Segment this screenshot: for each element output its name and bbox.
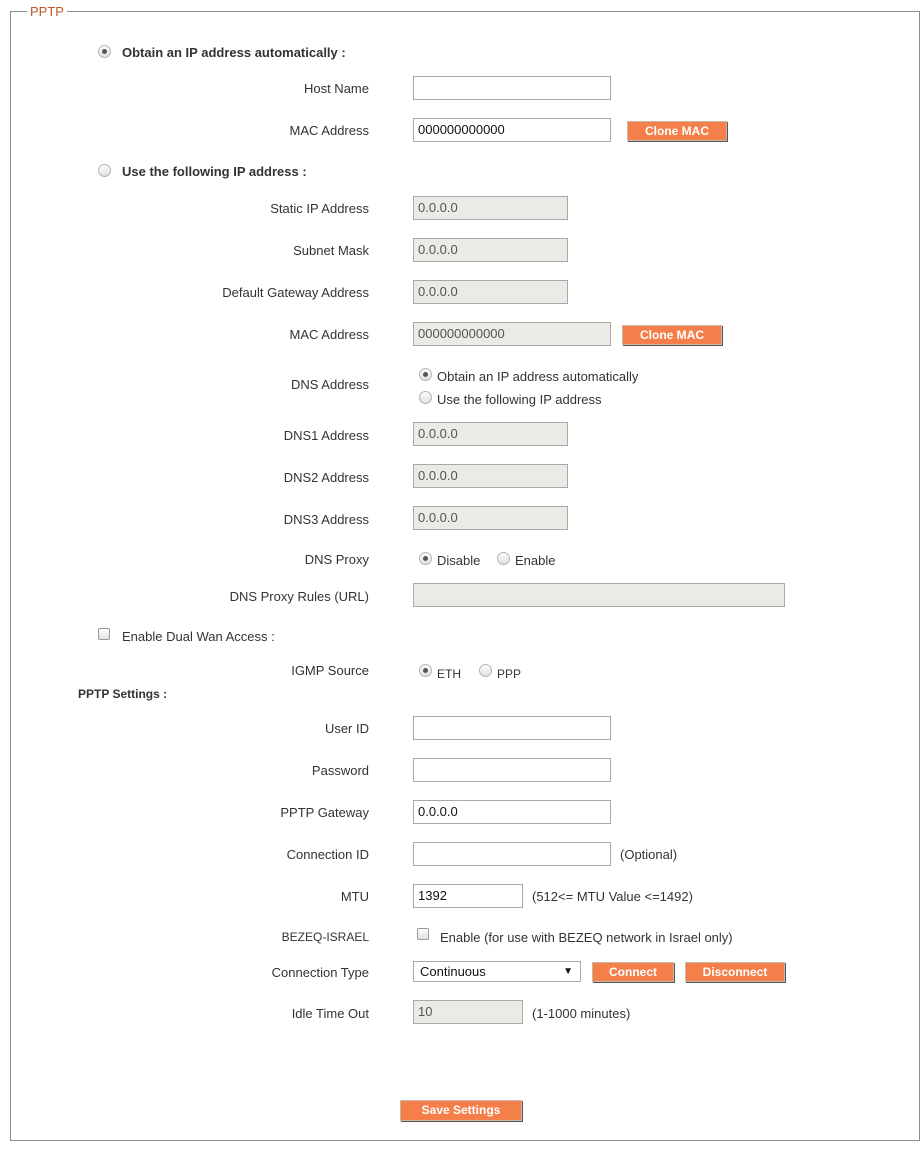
static-ip-address-input[interactable]: 0.0.0.0 <box>413 196 568 220</box>
pptp-settings-heading: PPTP Settings : <box>78 687 168 701</box>
dns-proxy-disable-radio[interactable] <box>419 552 432 565</box>
static-mac-label: MAC Address <box>289 327 369 342</box>
igmp-ppp-radio[interactable] <box>479 664 492 677</box>
mtu-label: MTU <box>340 889 369 904</box>
static-mac-input[interactable]: 000000000000 <box>413 322 611 346</box>
auto-ip-radio[interactable] <box>98 45 111 58</box>
auto-ip-label: Obtain an IP address automatically : <box>122 45 346 60</box>
mtu-hint: (512<= MTU Value <=1492) <box>532 889 693 904</box>
dual-wan-checkbox[interactable] <box>98 628 110 640</box>
static-ip-label: Use the following IP address : <box>122 164 307 179</box>
clone-mac-button[interactable]: Clone MAC <box>627 121 727 141</box>
igmp-ppp-label: PPP <box>497 667 522 681</box>
host-name-input[interactable] <box>413 76 611 100</box>
bezeq-label: BEZEQ-ISRAEL <box>281 930 369 944</box>
connect-button[interactable]: Connect <box>592 962 674 982</box>
dns-auto-radio[interactable] <box>419 368 432 381</box>
static-ip-radio[interactable] <box>98 164 111 177</box>
mtu-input[interactable]: 1392 <box>413 884 523 908</box>
dns-proxy-rules-input[interactable] <box>413 583 785 607</box>
dropdown-arrow-icon: ▼ <box>563 966 573 977</box>
dns1-input[interactable]: 0.0.0.0 <box>413 422 568 446</box>
subnet-mask-label: Subnet Mask <box>293 243 369 258</box>
disconnect-button[interactable]: Disconnect <box>685 962 785 982</box>
mac-address-input[interactable]: 000000000000 <box>413 118 611 142</box>
dns3-input[interactable]: 0.0.0.0 <box>413 506 568 530</box>
connection-type-select[interactable] <box>413 961 581 982</box>
dns2-input[interactable]: 0.0.0.0 <box>413 464 568 488</box>
dns-proxy-enable-radio[interactable] <box>497 552 510 565</box>
dns-proxy-rules-label: DNS Proxy Rules (URL) <box>229 589 369 604</box>
connection-id-input[interactable] <box>413 842 611 866</box>
igmp-eth-label: ETH <box>437 667 461 681</box>
dns-proxy-disable-label: Disable <box>437 553 481 568</box>
mac-address-label: MAC Address <box>289 123 369 138</box>
dns-proxy-enable-label: Enable <box>515 553 556 568</box>
static-clone-mac-button[interactable]: Clone MAC <box>622 325 722 345</box>
connection-id-hint: (Optional) <box>620 847 678 862</box>
dual-wan-label: Enable Dual Wan Access : <box>122 629 275 644</box>
subnet-mask-input[interactable]: 0.0.0.0 <box>413 238 568 262</box>
default-gateway-input[interactable]: 0.0.0.0 <box>413 280 568 304</box>
dns-address-label: DNS Address <box>290 377 369 392</box>
password-input[interactable] <box>413 758 611 782</box>
password-label: Password <box>311 763 369 778</box>
dns-auto-label: Obtain an IP address automatically <box>437 369 639 384</box>
dns3-label: DNS3 Address <box>283 512 369 527</box>
dns2-label: DNS2 Address <box>283 470 369 485</box>
idle-timeout-input[interactable]: 10 <box>413 1000 523 1024</box>
pptp-gateway-input[interactable]: 0.0.0.0 <box>413 800 611 824</box>
connection-id-label: Connection ID <box>286 847 369 862</box>
default-gateway-label: Default Gateway Address <box>222 285 369 300</box>
user-id-label: User ID <box>324 721 369 736</box>
dns-proxy-label: DNS Proxy <box>304 552 369 567</box>
idle-timeout-label: Idle Time Out <box>291 1006 369 1021</box>
connection-type-value: Continuous <box>420 964 486 979</box>
save-settings-button[interactable]: Save Settings <box>400 1100 522 1121</box>
bezeq-checkbox-label: Enable (for use with BEZEQ network in Israel only) <box>440 930 733 945</box>
dns-manual-label: Use the following IP address <box>437 392 602 407</box>
pptp-gateway-label: PPTP Gateway <box>280 805 369 820</box>
host-name-label: Host Name <box>303 81 369 96</box>
user-id-input[interactable] <box>413 716 611 740</box>
idle-timeout-hint: (1-1000 minutes) <box>532 1006 631 1021</box>
dns1-label: DNS1 Address <box>283 428 369 443</box>
bezeq-checkbox[interactable] <box>417 928 429 940</box>
static-ip-address-label: Static IP Address <box>270 201 369 216</box>
fieldset-legend: PPTP <box>27 3 67 21</box>
igmp-source-label: IGMP Source <box>291 663 369 678</box>
connection-type-label: Connection Type <box>271 965 369 980</box>
dns-manual-radio[interactable] <box>419 391 432 404</box>
igmp-eth-radio[interactable] <box>419 664 432 677</box>
